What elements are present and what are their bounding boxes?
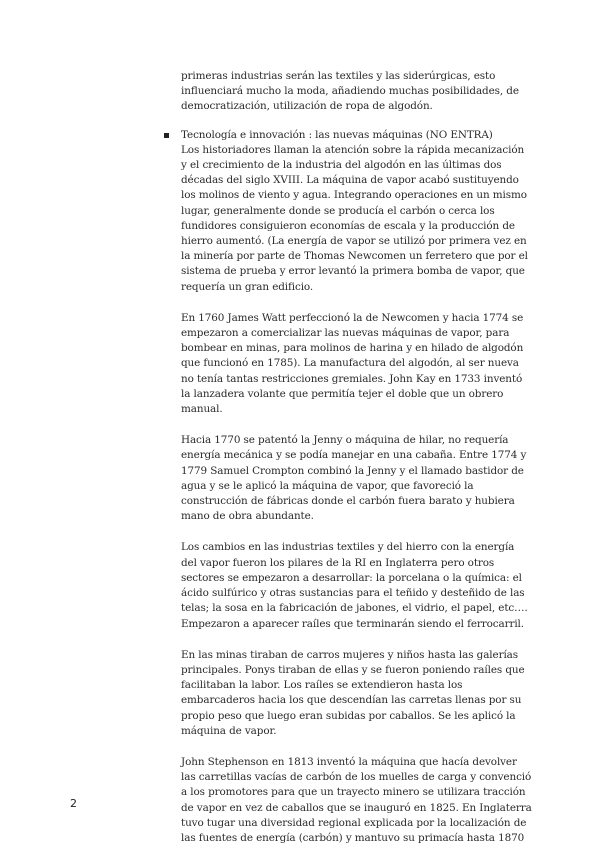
square-bullet-icon: [164, 133, 169, 138]
paragraph: Los historiadores llaman la atención sobre la rápida mecanización y el crecimiento de la industria del algodón en las últimas dos décadas del siglo XVIII. La máquina de vapor acabó sustituyendo los molinos de viento y agua. Integrando operaciones en un mismo lugar, generalmente donde se producía el carbón o cerca los fundidores consiguieron economías de escala y la producción de hierro aumentó. (La energía de vapor se utilizó por primera vez en la minería por parte de Thomas Newcomen un ferretero que por el sistema de prueba y error levantó la primera bomba de vapor, que requería un gran edificio.: [181, 143, 528, 293]
page-content: [181, 69, 533, 846]
paragraph: En 1760 James Watt perfeccionó la de Newcomen y hacia 1774 se empezaron a comercializar las nuevas máquinas de vapor, para bombear en minas, para molinos de harina y en hilado de algodón que funcionó en 1785). La manufactura del algodón, al ser nueva no tenía tantas restricciones gremiales. John Kay en 1733 inventó la lanzadera volante que permitía tejer el doble que un obrero manual.: [181, 311, 524, 416]
bullet-heading: Tecnología e innovación : las nuevas máquinas (NO ENTRA): [181, 128, 493, 141]
page-number: 2: [70, 797, 77, 810]
paragraph: Los cambios en las industrias textiles y del hierro con la energía del vapor fueron los pilares de la RI en Inglaterra pero otros sectores se empezaron a desarrollar: la porcelana o la química: el ácido sulfúrico y otras sustancias para el teñido y desteñido de las telas; la sosa en la fabricación de jabones, el vidrio, el papel, etc…. Empezaron a aparecer raíles que terminarán siendo el ferrocarril.: [181, 541, 528, 630]
intro-paragraph: primeras industrias serán las textiles y las siderúrgicas, esto influenciará mucho la moda, añadiendo muchas posibilidades, de democratización, utilización de ropa de algodón.: [181, 70, 519, 113]
paragraph: Hacia 1770 se patentó la Jenny o máquina de hilar, no requería energía mecánica y se podía manejar en una cabaña. Entre 1774 y 1779 Samuel Crompton combinó la Jenny y el llamado bastidor de agua y se le aplicó la máquina de vapor, que favoreció la construcción de fábricas donde el carbón fuera barato y hubiera mano de obra abundante.: [181, 434, 527, 523]
bullet-section: [181, 128, 533, 295]
paragraph: John Stephenson en 1813 inventó la máquina que hacía devolver las carretillas vacías de carbón de los muelles de carga y convenció a los promotores para que un trayecto minero se utilizara tracción de vapor en vez de caballos que se inauguró en 1825. En Inglaterra tuvo tugar una diversidad regional explicada por la localización de las fuentes de energía (carbón) y mantuvo su primacía hasta 1870: [181, 755, 532, 844]
paragraph: En las minas tiraban de carros mujeres y niños hasta las galerías principales. Ponys tiraban de ellas y se fueron poniendo raíles que facilitaban la labor. Los raíles se extendieron hasta los embarcaderos hacia los que descendían las carretas llenas por su propio peso que luego eran subidas por caballos. Se les aplicó la máquina de vapor.: [181, 648, 525, 737]
